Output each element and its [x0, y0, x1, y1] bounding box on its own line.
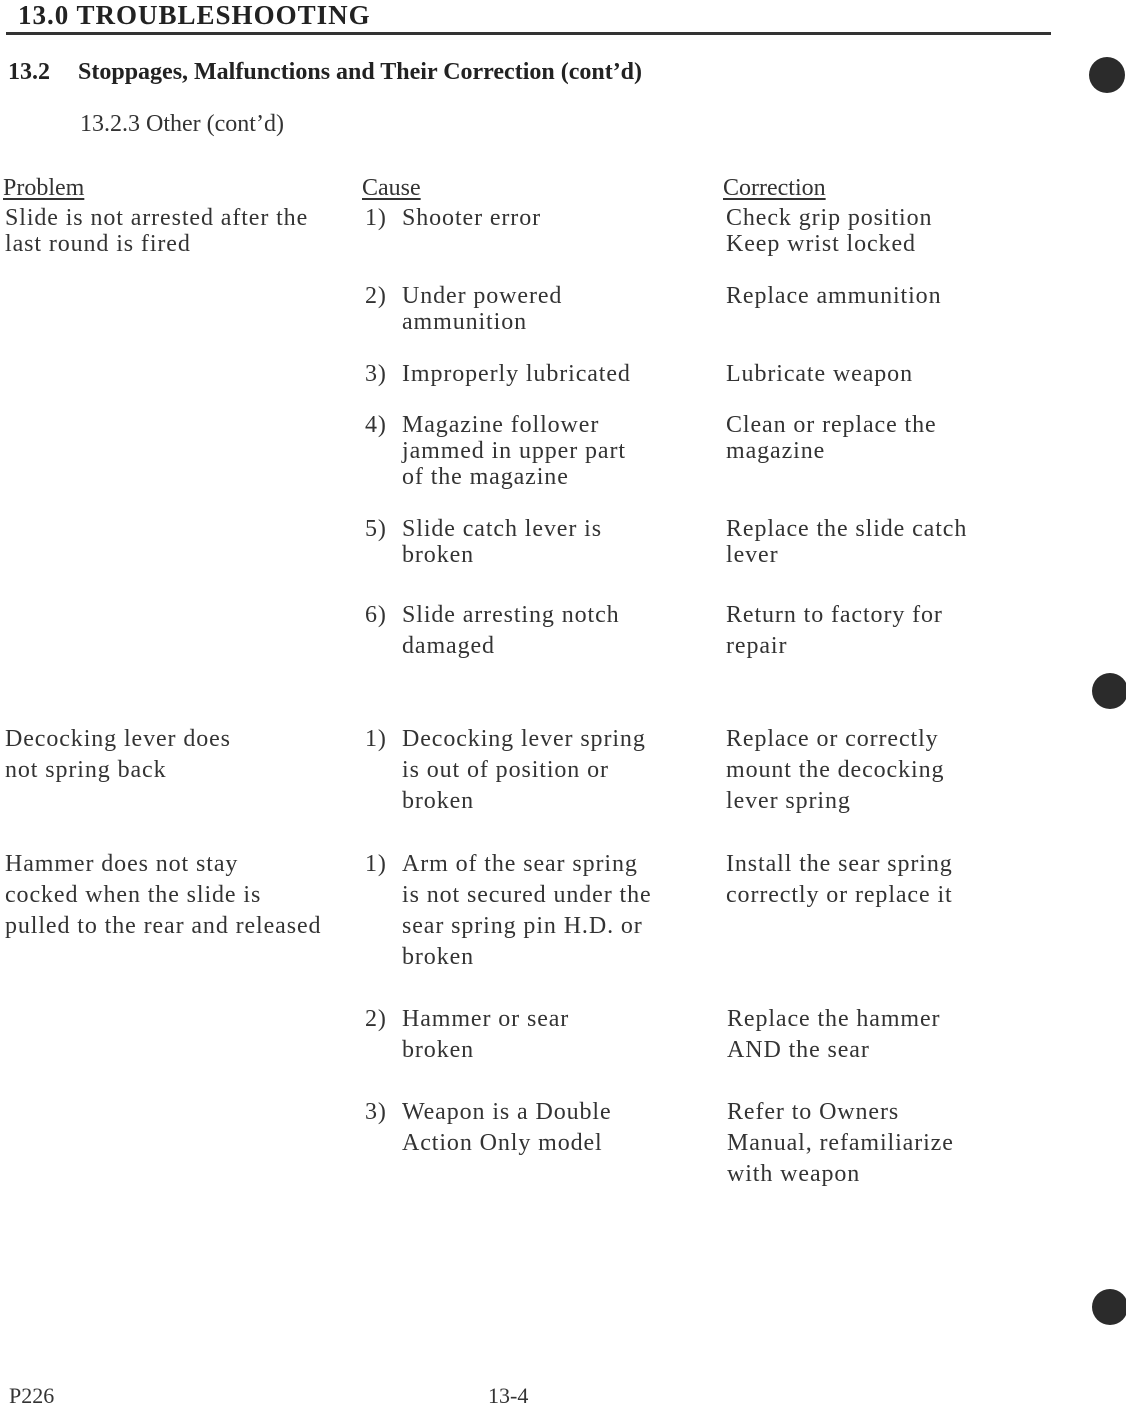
cause-item	[365, 1004, 569, 1066]
section-title: 13.0 TROUBLESHOOTING	[18, 0, 371, 30]
cause-line: Hammer or sear	[402, 1006, 570, 1032]
subsection-title: Stoppages, Malfunctions and Their Correction (cont’d)	[78, 59, 643, 85]
punch-hole	[1089, 57, 1125, 93]
cause-item	[365, 516, 602, 568]
punch-hole	[1092, 1289, 1126, 1325]
column-header-cause: Cause	[362, 175, 421, 201]
problem-decocking-lever	[5, 724, 231, 786]
correction-line: magazine	[726, 438, 826, 464]
cause-line: jammed in upper part	[402, 438, 626, 464]
cause-line: Improperly lubricated	[402, 361, 631, 387]
subsection-number: 13.2	[8, 59, 50, 85]
cause-line: Magazine follower	[402, 412, 600, 438]
correction-item	[726, 516, 967, 568]
cause-number: 5)	[365, 516, 387, 542]
cause-line: is not secured under the	[402, 882, 652, 908]
correction-line: Clean or replace the	[726, 412, 937, 438]
correction-line: Install the sear spring	[726, 851, 953, 877]
cause-number: 1)	[365, 205, 387, 231]
problem-slide-not-arrested	[5, 205, 308, 257]
correction-line: Refer to Owners	[727, 1099, 900, 1125]
cause-line: broken	[402, 542, 475, 568]
cause-line: of the magazine	[402, 464, 569, 490]
correction-line: Lubricate weapon	[726, 361, 913, 387]
problem-hammer-not-cocked	[5, 849, 321, 942]
correction-item	[726, 205, 932, 257]
problem-line: not spring back	[5, 757, 167, 783]
cause-item	[365, 283, 562, 335]
title-rule	[6, 32, 1051, 35]
column-header-correction: Correction	[723, 175, 826, 201]
cause-number: 2)	[365, 1006, 387, 1032]
cause-item	[365, 412, 626, 490]
correction-item	[726, 412, 937, 464]
cause-number: 6)	[365, 602, 387, 628]
correction-line: with weapon	[727, 1161, 861, 1187]
correction-line: Check grip position	[726, 205, 933, 231]
cause-item	[365, 849, 652, 973]
correction-line: AND the sear	[727, 1037, 870, 1063]
correction-item	[727, 1004, 940, 1066]
cause-line: Slide catch lever is	[402, 516, 602, 542]
correction-line: mount the decocking	[726, 757, 945, 783]
cause-line: is out of position or	[402, 757, 609, 783]
cause-line: Slide arresting notch	[402, 602, 620, 628]
cause-line: Decocking lever spring	[402, 726, 646, 752]
correction-item	[726, 600, 943, 662]
correction-line: Manual, refamiliarize	[727, 1130, 954, 1156]
cause-line: broken	[402, 788, 475, 814]
cause-line: broken	[402, 944, 475, 970]
correction-item	[727, 1097, 954, 1190]
correction-line: Replace ammunition	[726, 283, 942, 309]
cause-number: 3)	[365, 1099, 387, 1125]
cause-item	[365, 600, 620, 662]
cause-item	[365, 724, 646, 817]
footer-model: P226	[9, 1383, 55, 1408]
correction-line: lever spring	[726, 788, 851, 814]
footer-page-number: 13-4	[488, 1383, 529, 1408]
cause-line: damaged	[402, 633, 495, 659]
correction-item	[726, 724, 944, 817]
correction-line: Replace the hammer	[727, 1006, 941, 1032]
correction-line: Return to factory for	[726, 602, 943, 628]
problem-line: Slide is not arrested after the	[5, 205, 309, 231]
cause-line: Arm of the sear spring	[402, 851, 638, 877]
correction-line: repair	[726, 633, 788, 659]
cause-item	[365, 205, 541, 231]
cause-number: 3)	[365, 361, 387, 387]
correction-line: lever	[726, 542, 779, 568]
correction-item	[726, 361, 913, 387]
cause-item	[365, 1097, 612, 1159]
problem-line: pulled to the rear and released	[5, 913, 322, 939]
cause-line: Weapon is a Double	[402, 1099, 612, 1125]
problem-line: cocked when the slide is	[5, 882, 262, 908]
cause-number: 1)	[365, 851, 387, 877]
punch-hole	[1092, 673, 1126, 709]
cause-line: sear spring pin H.D. or	[402, 913, 643, 939]
cause-item	[365, 361, 631, 387]
column-header-problem: Problem	[3, 175, 85, 201]
correction-line: Keep wrist locked	[726, 231, 916, 257]
cause-line: Shooter error	[402, 205, 541, 231]
cause-number: 4)	[365, 412, 387, 438]
correction-line: correctly or replace it	[726, 882, 953, 908]
cause-line: broken	[402, 1037, 475, 1063]
cause-line: Action Only model	[402, 1130, 603, 1156]
subsection-heading	[8, 59, 642, 86]
correction-line: Replace or correctly	[726, 726, 939, 752]
problem-line: Decocking lever does	[5, 726, 231, 752]
cause-number: 1)	[365, 726, 387, 752]
correction-line: Replace the slide catch	[726, 516, 968, 542]
problem-line: Hammer does not stay	[5, 851, 239, 877]
subsubsection-heading: 13.2.3 Other (cont’d)	[80, 111, 284, 137]
cause-line: ammunition	[402, 309, 527, 335]
correction-item	[726, 283, 941, 309]
correction-item	[726, 849, 953, 911]
cause-number: 2)	[365, 283, 387, 309]
cause-line: Under powered	[402, 283, 563, 309]
problem-line: last round is fired	[5, 231, 191, 257]
